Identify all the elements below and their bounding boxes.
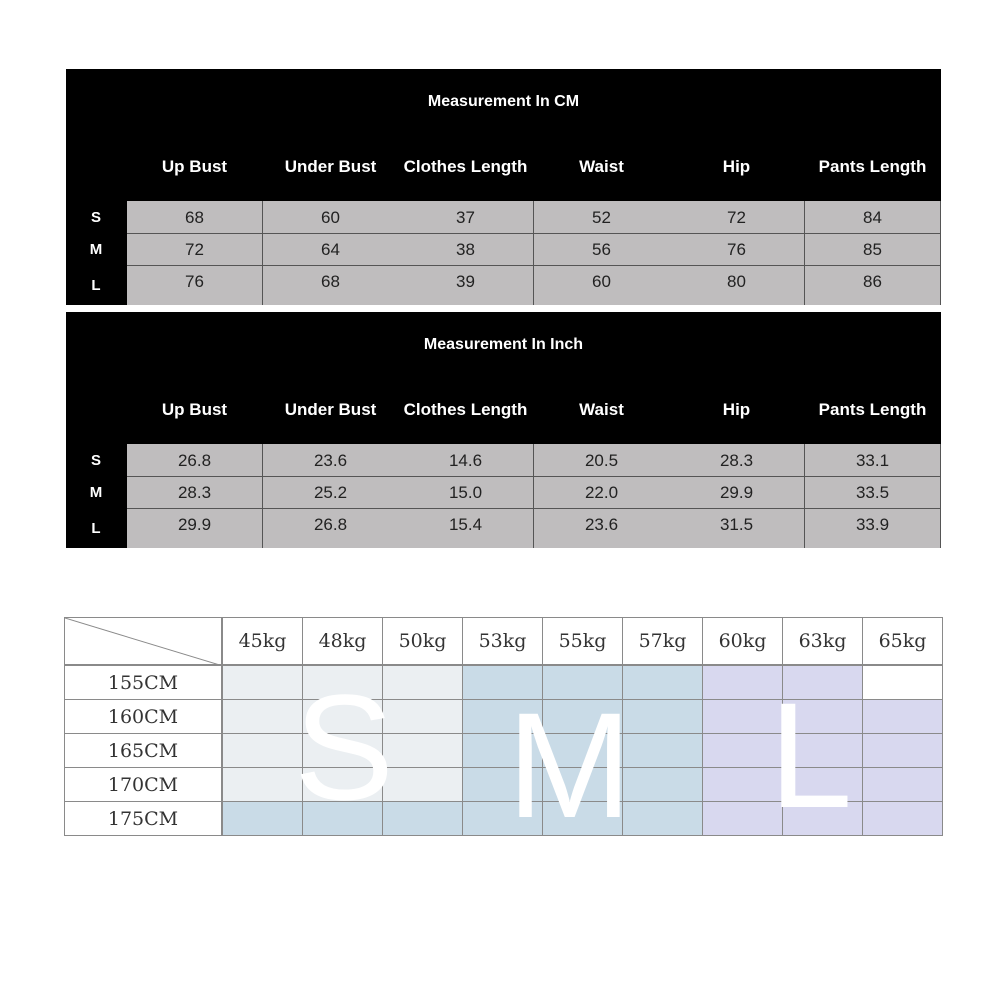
column-header: Clothes Length [403,157,528,176]
size-letter-m: M [507,681,632,849]
table-cell: 68 [263,266,399,305]
table-cell: 26.8 [263,509,399,548]
table-cell: 33.1 [805,444,941,477]
size-cell [222,801,303,836]
column-header: Hip [722,400,751,419]
size-cell [862,733,943,768]
size-cell [222,733,303,768]
size-cell [622,801,703,836]
size-letter-l: L [769,671,853,839]
row-label: S [90,452,101,469]
size-cell [622,699,703,734]
table-cell: 52 [534,201,670,234]
size-cell [862,665,943,700]
weight-header: 50kg [382,617,463,665]
column-header: Pants Length [818,157,927,176]
table-cell: 76 [669,234,805,266]
cm-measurement-table [66,69,941,305]
column-header: Clothes Length [403,400,528,419]
table-cell: 84 [805,201,941,234]
weight-header: 55kg [542,617,623,665]
inch-measurement-table [66,312,941,548]
column-header: Up Bust [161,400,228,419]
row-label: L [91,277,101,294]
table-cell: 28.3 [127,477,263,509]
size-cell [222,665,303,700]
table-title: Measurement In Inch [423,336,584,353]
size-cell [862,801,943,836]
table-cell: 86 [805,266,941,305]
weight-header: 45kg [222,617,303,665]
height-row-label: 160CM [64,699,222,734]
table-cell: 37 [398,201,534,234]
size-cell [622,665,703,700]
table-cell: 60 [263,201,399,234]
weight-header: 53kg [462,617,543,665]
size-letter-s: S [294,663,395,831]
weight-header: 60kg [702,617,783,665]
table-cell: 26.8 [127,444,263,477]
size-chart-grid [64,617,942,849]
size-cell [382,801,463,836]
table-cell: 72 [127,234,263,266]
size-cell [222,699,303,734]
table-cell: 29.9 [127,509,263,548]
size-cell [862,767,943,802]
size-cell [222,767,303,802]
row-label: L [91,520,101,537]
column-header: Hip [722,157,751,176]
size-cell [382,767,463,802]
table-cell: 39 [398,266,534,305]
table-cell: 23.6 [534,509,670,548]
table-cell: 29.9 [669,477,805,509]
table-cell: 60 [534,266,670,305]
table-cell: 85 [805,234,941,266]
table-cell: 80 [669,266,805,305]
height-row-label: 155CM [64,665,222,700]
table-cell: 38 [398,234,534,266]
corner-cell [64,617,222,665]
size-cell [862,699,943,734]
table-cell: 31.5 [669,509,805,548]
column-header: Pants Length [818,400,927,419]
table-title: Measurement In CM [427,93,580,110]
size-cell [382,733,463,768]
table-cell: 22.0 [534,477,670,509]
table-cell: 64 [263,234,399,266]
table-cell: 14.6 [398,444,534,477]
weight-header: 48kg [302,617,383,665]
row-label: S [90,209,101,226]
table-cell: 68 [127,201,263,234]
table-cell: 15.0 [398,477,534,509]
row-label: M [89,484,103,501]
column-header: Up Bust [161,157,228,176]
table-cell: 33.9 [805,509,941,548]
row-label: M [89,241,103,258]
column-header: Waist [579,400,624,419]
table-cell: 28.3 [669,444,805,477]
weight-header: 57kg [622,617,703,665]
height-row-label: 170CM [64,767,222,802]
size-cell [382,665,463,700]
table-cell: 15.4 [398,509,534,548]
table-cell: 25.2 [263,477,399,509]
height-row-label: 165CM [64,733,222,768]
weight-header: 65kg [862,617,943,665]
size-cell [382,699,463,734]
weight-header: 63kg [782,617,863,665]
size-cell [622,767,703,802]
table-cell: 33.5 [805,477,941,509]
column-header: Waist [579,157,624,176]
table-cell: 72 [669,201,805,234]
table-cell: 56 [534,234,670,266]
table-cell: 76 [127,266,263,305]
height-row-label: 175CM [64,801,222,836]
size-cell [622,733,703,768]
table-cell: 20.5 [534,444,670,477]
column-header: Under Bust [284,400,377,419]
table-cell: 23.6 [263,444,399,477]
column-header: Under Bust [284,157,377,176]
